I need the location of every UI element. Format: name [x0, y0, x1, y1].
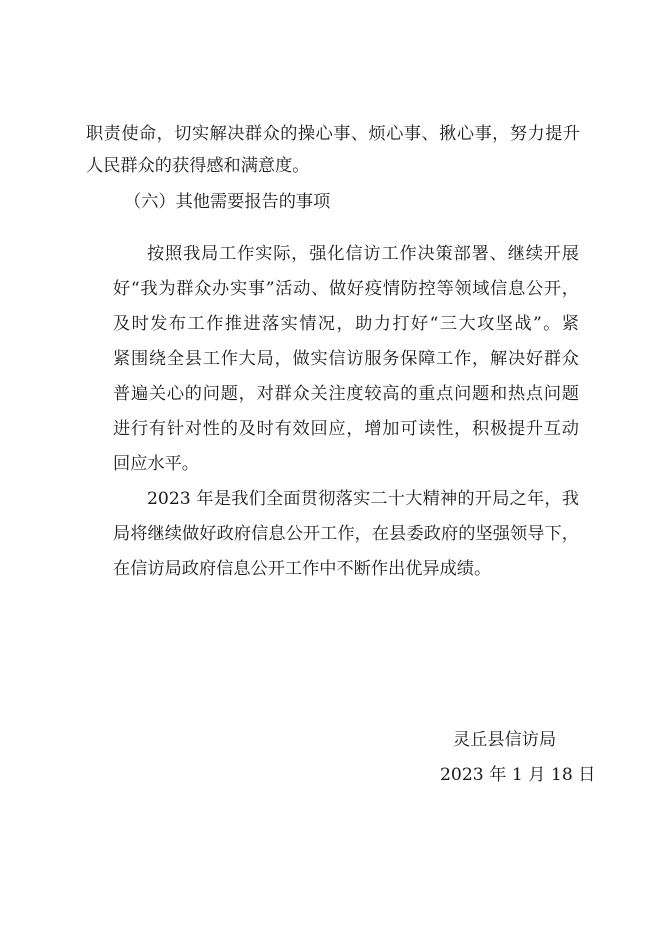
paragraph1-line-7: 回应水平。 — [113, 454, 199, 474]
paragraph1-line-5: 普遍关心的问题，对群众关注度较高的重点问题和热点问题 — [113, 384, 579, 404]
paragraph1-line-3: 及时发布工作推进落实情况，助力打好“三大攻坚战”。紧 — [113, 314, 579, 334]
paragraph1-line-1: 按照我局工作实际，强化信访工作决策部署、继续开展 — [147, 244, 579, 264]
paragraph2-line-3: 在信访局政府信息公开工作中不断作出优异成绩。 — [113, 559, 492, 579]
signature-date: 2023 年 1 月 18 日 — [440, 765, 596, 785]
continuation-line-1: 职责使命，切实解决群众的操心事、烦心事、揪心事，努力提升 — [86, 124, 580, 144]
paragraph1-line-2: 好“我为群众办实事”活动、做好疫情防控等领域信息公开， — [113, 279, 579, 299]
paragraph1-line-6: 进行有针对性的及时有效回应，增加可读性，积极提升互动 — [113, 419, 579, 439]
section-heading: （六）其他需要报告的事项 — [124, 192, 331, 212]
continuation-line-2: 人民群众的获得感和满意度。 — [86, 156, 310, 176]
paragraph2-line-2: 局将继续做好政府信息公开工作，在县委政府的坚强领导下， — [113, 524, 579, 544]
paragraph1-line-4: 紧围绕全县工作大局，做实信访服务保障工作，解决好群众 — [113, 349, 579, 369]
paragraph2-line-1: 2023 年是我们全面贯彻落实二十大精神的开局之年，我 — [147, 489, 579, 509]
signature-org: 灵丘县信访局 — [453, 730, 557, 750]
